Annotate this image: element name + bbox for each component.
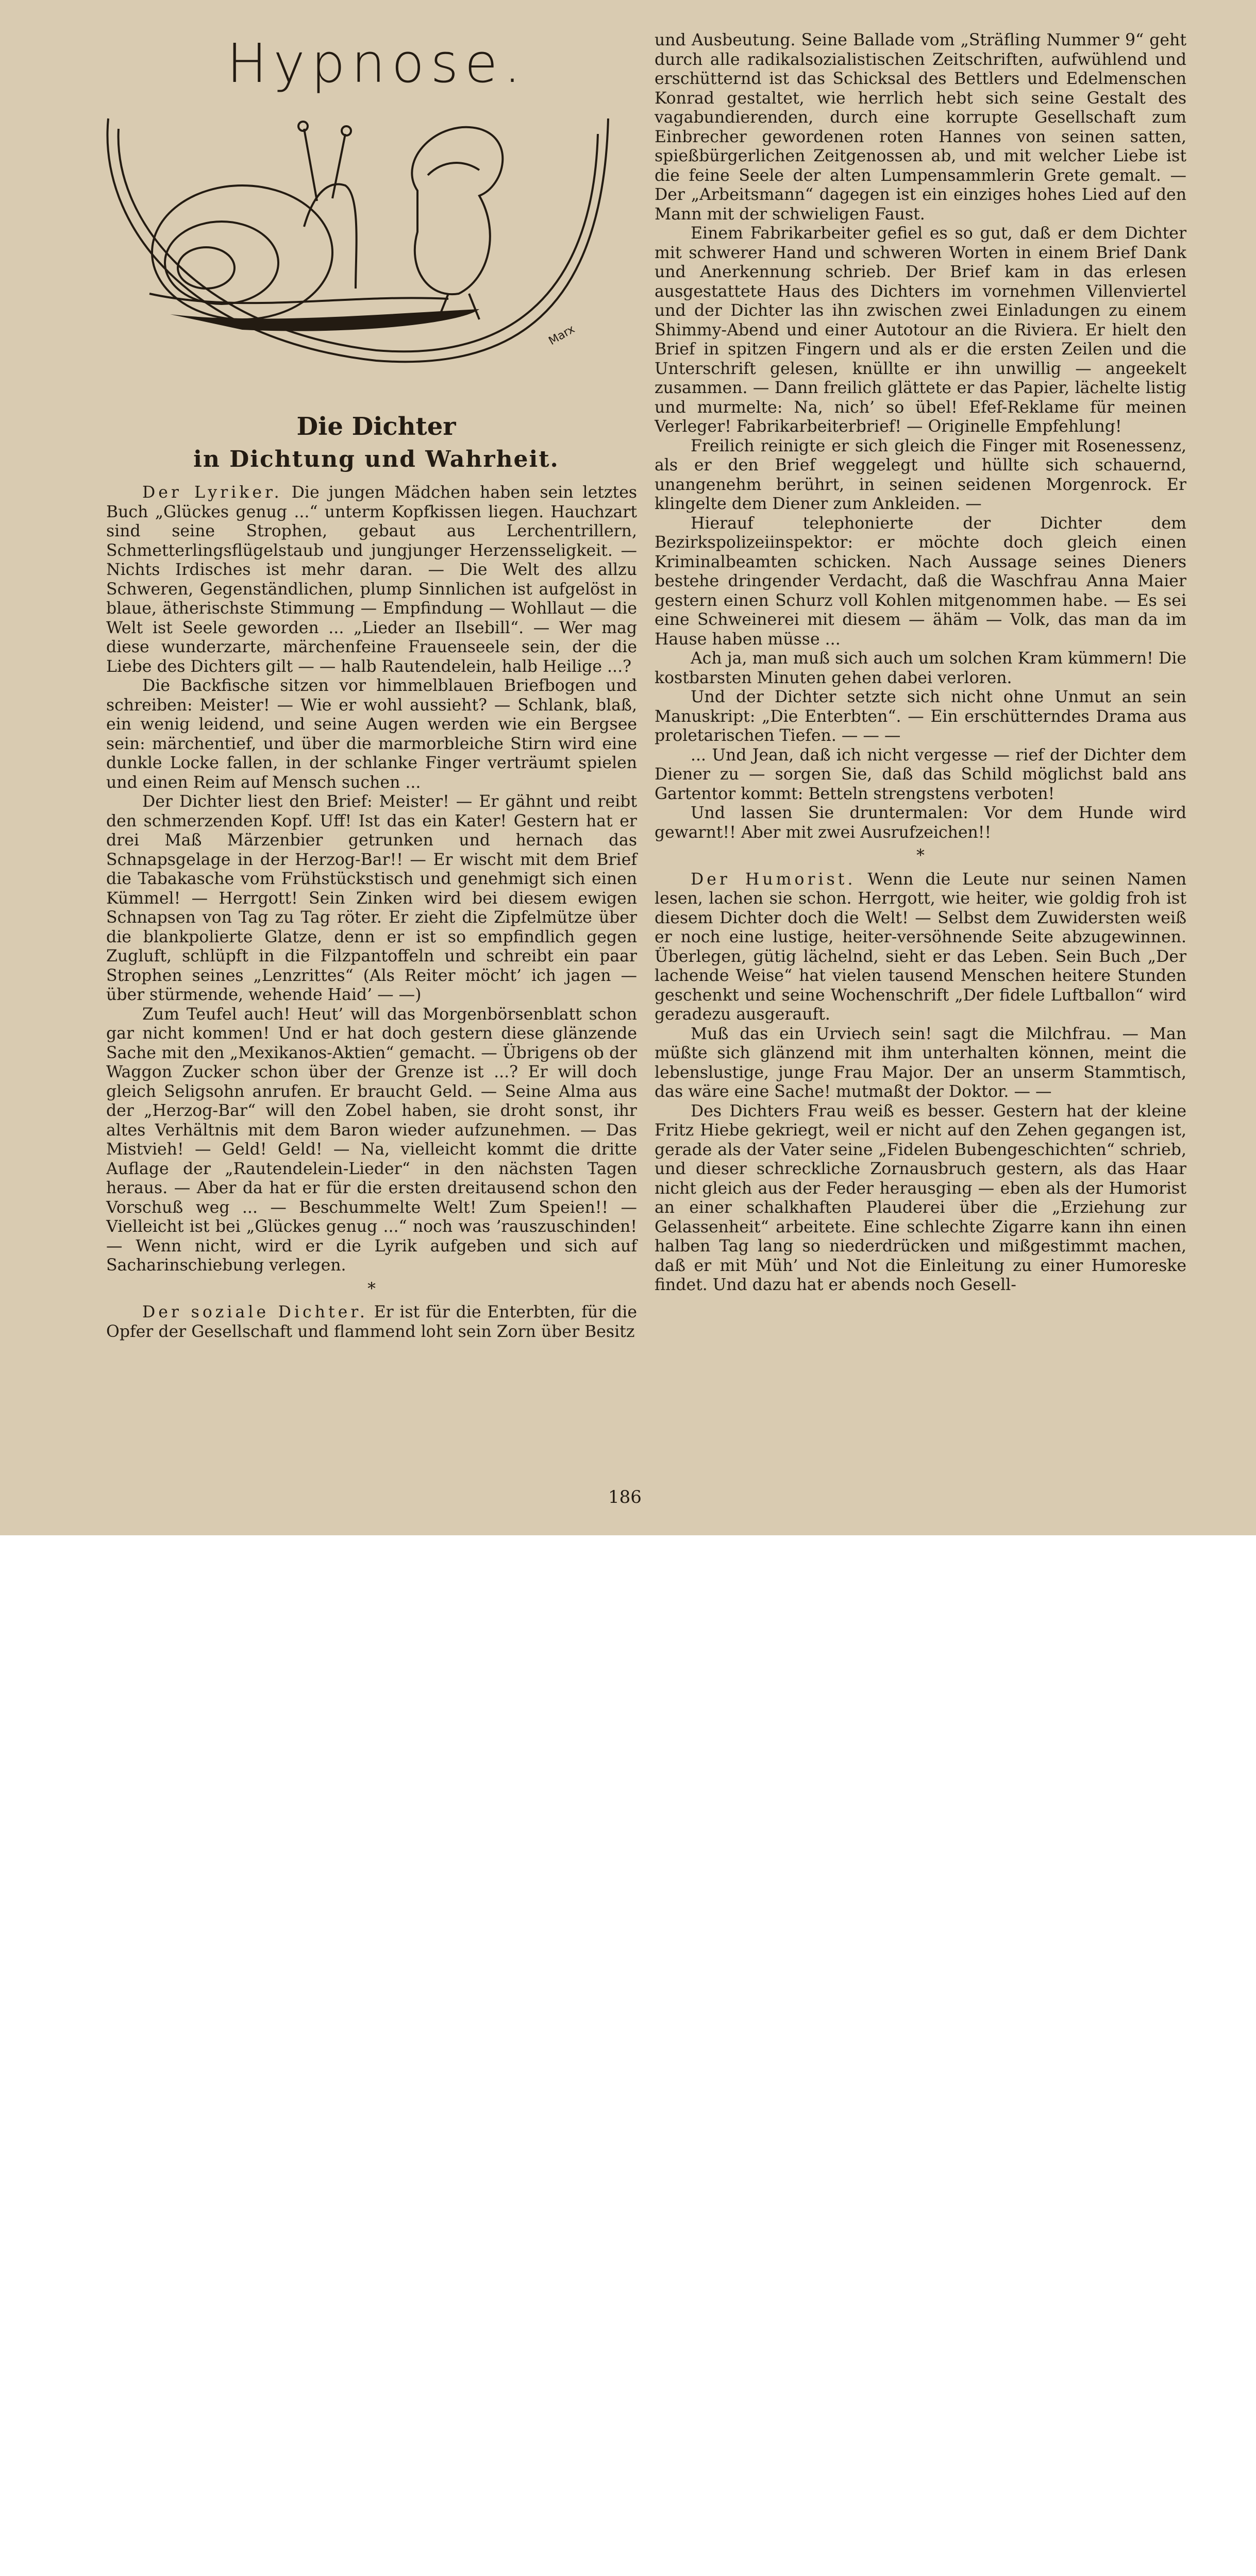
- right-column: [655, 31, 1186, 1295]
- paragraph: Zum Teufel auch! Heut’ will das Morgenbörsenblatt schon gar nicht kommen! Und er hat doch gestern diese glänzende Sache mit den „Mexikanos-Aktien“ gemacht. — Übrigens ob der Waggon Zucker schon über der Grenze ist ...? Er will doch gleich Seligsohn anrufen. Er braucht Geld. — Seine Alma aus der „Herzog-Bar“ will den Zobel haben, sie droht sonst, ihr altes Verhältnis mit dem Baron wieder aufzunehmen. — Das Mistvieh! — Geld! Geld! — Na, vielleicht kommt die dritte Auflage der „Rautendelein-Lieder“ in den nächsten Tagen heraus. — Aber da hat er für die ersten dreitausend schon den Vorschuß weg ... — Beschummelte Welt! Zum Speien!! — Vielleicht ist bei „Glückes genug ...“ noch was ’rauszuschinden! — Wenn nicht, wird er die Lyrik aufgeben und sich auf Sacharinschiebung verlegen.: [106, 1005, 637, 1275]
- paragraph: und Ausbeutung. Seine Ballade vom „Sträfling Nummer 9“ geht durch alle radikalsozialistischen Zeitschriften, aufwühlend und erschütternd ist das Schicksal des Bettlers und Edelmenschen Konrad gestaltet, wie herrlich hebt sich seine Gestalt des vagabundierenden, durch eine korrupte Gesellschaft zum Einbrecher gewordenen roten Hannes von seinen satten, spießbürgerlichen Zeitgenossen ab, und mit welcher Liebe ist die feine Seele der alten Lumpensammlerin Grete gemalt. — Der „Arbeitsmann“ dagegen ist ein einziges hohes Lied auf den Mann mit der schwieligen Faust.: [655, 31, 1186, 224]
- paragraph: Freilich reinigte er sich gleich die Finger mit Rosenessenz, als er den Brief weggelegt und hüllte sich schauernd, unangenehm berührt, in seinen seidenen Morgenrock. Er klingelte dem Diener zum Ankleiden. —: [655, 436, 1186, 513]
- article-title: Die Dichter: [296, 412, 456, 441]
- paragraph: Einem Fabrikarbeiter gefiel es so gut, daß er dem Dichter mit schwerer Hand und schweren Worten in einem Brief Dank und Anerkennung schrieb. Der Brief kam in das erlesen ausgestattete Haus des Dichters im vornehmen Villenviertel und der Dichter las ihn zwischen zwei Einladungen zu einem Shimmy-Abend und einer Autotour an die Riviera. Er hielt den Brief in spitzen Fingern und als er die ersten Zeilen und die Unterschrift gelesen, knüllte er ihn unwillig — angeekelt zusammen. — Dann freilich glättete er das Papier, lächelte listig und murmelte: Na, nich’ so übel! Efef-Reklame für meinen Verleger! Fabrikarbeiterbrief! — Originelle Empfehlung!: [655, 224, 1186, 436]
- page-number: 186: [608, 1487, 642, 1507]
- paragraph: Ach ja, man muß sich auch um solchen Kram kümmern! Die kostbarsten Minuten gehen dabei verloren.: [655, 649, 1186, 687]
- left-column: [106, 483, 637, 1342]
- paragraph: Der Dichter liest den Brief: Meister! — Er gähnt und reibt den schmerzenden Kopf. Uff! Ist das ein Kater! Gestern hat er drei Maß Märzenbier getrunken und hernach das Schnapsgelage in der Herzog-Bar!! — Er wischt mit dem Brief die Tabakasche vom Frühstückstisch und genehmigt sich einen Kümmel! — Herrgott! Sein Zinken wird bei diesem ewigen Schnapsen von Tag zu Tag röter. Er zieht die Zipfelmütze über die blankpolierte Glatze, denn er ist so empfindlich gegen Zugluft, schlüpft in die Filzpantoffeln und schreibt ein paar Strophen seines „Lenzrittes“ (Als Reiter möcht’ ich jagen — über stürmende, wehende Haid’ — —): [106, 792, 637, 1004]
- paragraph: Hierauf telephonierte der Dichter dem Bezirkspolizeiinspektor: er möchte doch gleich einen Kriminalbeamten schicken. Nach Aussage seines Dieners bestehe dringender Verdacht, daß die Waschfrau Anna Maier gestern einen Schurz voll Kohlen mitgenommen habe. — Es sei eine Schweinerei mit diesem — ähäm — Volk, das man da im Hause haben müsse ...: [655, 514, 1186, 649]
- paragraph: Der Lyriker. Die jungen Mädchen haben sein letztes Buch „Glückes genug ...“ unterm Kopfkissen liegen. Hauchzart sind seine Strophen, gebaut aus Lerchentrillern, Schmetterlingsflügelstaub und jungjunger Herzensseligkeit. — Nichts Irdisches ist mehr daran. — Die Welt des allzu Schweren, Gegenständlichen, plump Sinnlichen ist aufgelöst in blaue, ätherischste Stimmung — Empfindung — Wohllaut — die Welt ist Seele geworden ... „Lieder an Ilsebill“. — Wer mag diese wunderzarte, märchenfeine Frauenseele sein, der die Liebe des Dichters gilt — — halb Rautendelein, halb Heilige ...?: [106, 483, 637, 676]
- paragraph: Und der Dichter setzte sich nicht ohne Unmut an sein Manuskript: „Die Enterbten“. — Ein erschütterndes Drama aus proletarischen Tiefen. — — —: [655, 688, 1186, 745]
- paragraph: Die Backfische sitzen vor himmelblauen Briefbogen und schreiben: Meister! — Wie er wohl aussieht? — Schlank, blaß, ein wenig leidend, und seine Augen werden wie ein Bergsee sein: märchentief, und über die marmorbleiche Stirn wird eine dunkle Locke fallen, in der schlanke Finger verträumt spielen und einen Reim auf Mensch suchen ...: [106, 676, 637, 792]
- snail-illustration: [88, 98, 613, 386]
- section-divider: *: [367, 1279, 376, 1298]
- paragraph: Der soziale Dichter. Er ist für die Enterbten, für die Opfer der Gesellschaft und flammend loht sein Zorn über Besitz: [106, 1303, 637, 1341]
- illustration-title: Hypnose.: [227, 32, 527, 95]
- section-label: Der Humorist.: [691, 870, 856, 889]
- footer-bar: [0, 1535, 1256, 1655]
- paragraph: Der Humorist. Wenn die Leute nur seinen Namen lesen, lachen sie schon. Herrgott, wie heiter, wie goldig froh ist diesem Dichter doch die Welt! — Selbst dem Zuwidersten weiß er noch eine lustige, heiter-versöhnende Seite abzugewinnen. Überlegen, gütig lächelnd, sieht er das Leben. Sein Buch „Der lachende Weise“ hat vielen tausend Menschen heitere Stunden geschenkt und seine Wochenschrift „Der fidele Luftballon“ wird geradezu ausgerauft.: [655, 870, 1186, 1024]
- paragraph: Muß das ein Urviech sein! sagt die Milchfrau. — Man müßte sich glänzend mit ihm unterhalten können, meint die lebenslustige, junge Frau Major. Der an unserm Stammtisch, das wäre eine Sache! mutmaßt der Doktor. — —: [655, 1024, 1186, 1101]
- paragraph: ... Und Jean, daß ich nicht vergesse — rief der Dichter dem Diener zu — sorgen Sie, daß das Schild möglichst bald ans Gartentor kommt: Betteln strengstens verboten!: [655, 745, 1186, 803]
- artist-signature: Marx: [546, 323, 577, 348]
- paragraph: Und lassen Sie druntermalen: Vor dem Hunde wird gewarnt!! Aber mit zwei Ausrufzeichen!!: [655, 804, 1186, 842]
- section-label: Der Lyriker.: [142, 483, 282, 502]
- paragraph: Des Dichters Frau weiß es besser. Gestern hat der kleine Fritz Hiebe gekriegt, weil er nicht auf den Zehen gegangen ist, gerade als der Vater seine „Fidelen Bubengeschichten“ schrieb, und dieser schreckliche Zornausbruch gestern, als das Haar nicht gleich aus der Feder herausging — eben als der Humorist an einer schalkhaften Plauderei über die „Erziehung zur Gelassenheit“ arbeitete. Eine schlechte Zigarre kann ihn einen halben Tag lang so niederdrücken und mißgestimmt machen, daß er mit Müh’ und Not die Einleitung zu einer Humoreske findet. Und dazu hat er abends noch Gesell-: [655, 1101, 1186, 1294]
- article-subtitle: in Dichtung und Wahrheit.: [193, 446, 559, 472]
- section-divider: *: [916, 846, 925, 865]
- section-label: Der soziale Dichter.: [142, 1303, 368, 1321]
